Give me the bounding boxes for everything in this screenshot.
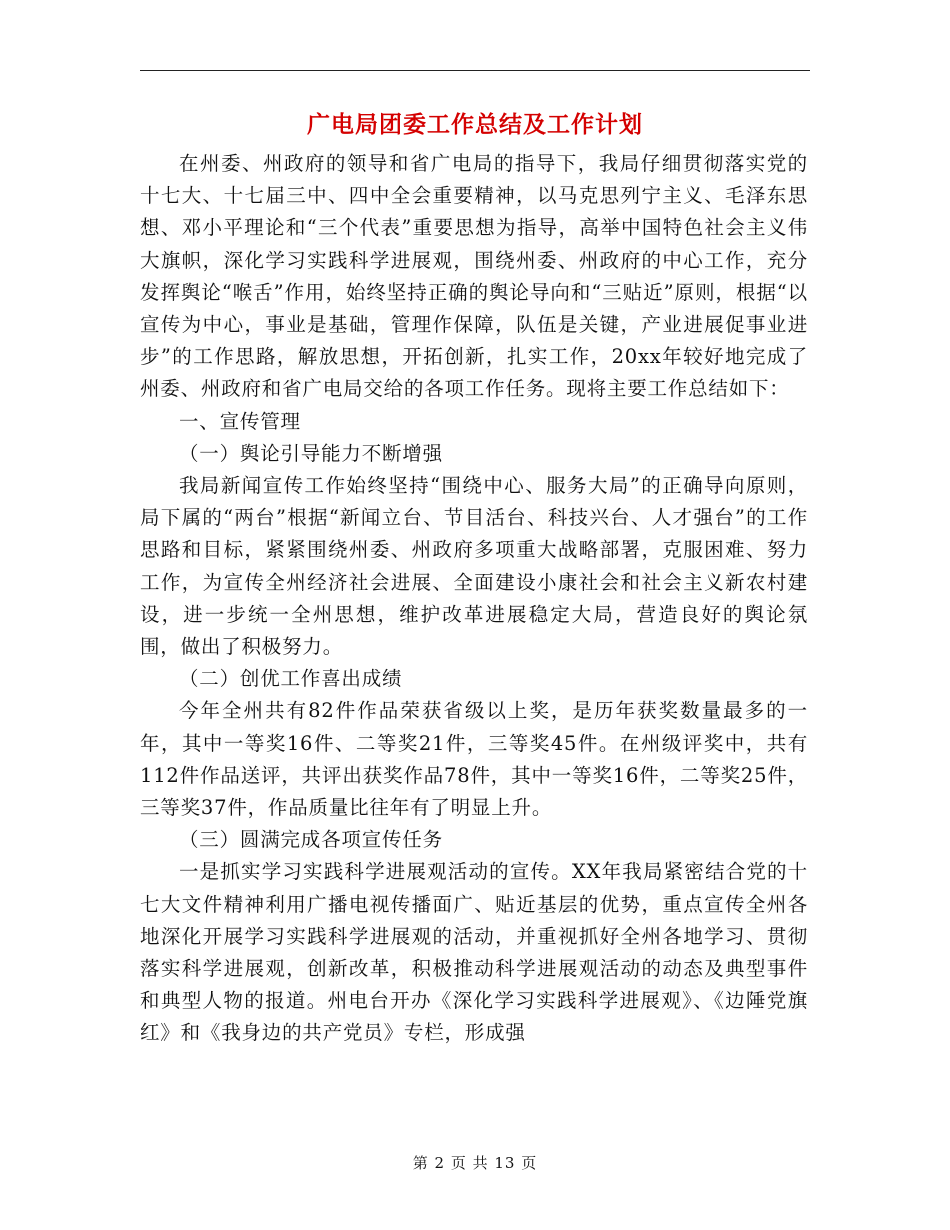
intro-paragraph: 在州委、州政府的领导和省广电局的指导下，我局仔细贯彻落实党的十七大、十七届三中、四中全会重要精神，以马克思列宁主义、毛泽东思想、邓小平理论和“三个代表”重要思想为指导，高举中国特色社会主义伟大旗帜，深化学习实践科学进展观，围绕州委、州政府的中心工作，充分发挥舆论“喉舌”作用，始终坚持正确的舆论导向和“三贴近”原则，根据“以宣传为中心，事业是基础，管理作保障，队伍是关键，产业进展促事业进步”的工作思路，解放思想，开拓创新，扎实工作，20xx年较好地完成了州委、州政府和省广电局交给的各项工作任务。现将主要工作总结如下： xyxy=(140,152,808,401)
subsection-heading-2: （二）创优工作喜出成绩 xyxy=(179,667,403,691)
document-body xyxy=(140,148,808,1050)
subsection-heading-1: （一）舆论引导能力不断增强 xyxy=(179,441,443,465)
section-heading-publicity: 一、宣传管理 xyxy=(179,409,301,433)
subsection-heading-3: （三）圆满完成各项宣传任务 xyxy=(179,828,443,852)
header-rule xyxy=(140,70,810,71)
paragraph-awards: 今年全州共有82件作品荣获省级以上奖，是历年获奖数量最多的一年，其中一等奖16件、二等奖21件，三等奖45件。在州级评奖中，共有112件作品送评，共评出获奖作品78件，其中一等奖16件，二等奖25件，三等奖37件，作品质量比往年有了明显上升。 xyxy=(140,699,808,820)
document-title: 广电局团委工作总结及工作计划 xyxy=(307,111,643,138)
paragraph-news-publicity: 我局新闻宣传工作始终坚持“围绕中心、服务大局”的正确导向原则，局下属的“两台”根据“新闻立台、节目活台、科技兴台、人才强台”的工作思路和目标，紧紧围绕州委、州政府多项重大战略部署，克服困难、努力工作，为宣传全州经济社会进展、全面建设小康社会和社会主义新农村建设，进一步统一全州思想，维护改革进展稳定大局，营造良好的舆论氛围，做出了积极努力。 xyxy=(140,474,808,659)
page-footer: 第 2 页 共 13 页 xyxy=(412,1154,538,1172)
paragraph-tasks: 一是抓实学习实践科学进展观活动的宣传。XX年我局紧密结合党的十七大文件精神利用广播电视传播面广、贴近基层的优势，重点宣传全州各地深化开展学习实践科学进展观的活动，并重视抓好全州各地学习、贯彻落实科学进展观，创新改革，积极推动科学进展观活动的动态及典型事件和典型人物的报道。州电台开办《深化学习实践科学进展观》、《边陲党旗红》和《我身边的共产党员》专栏，形成强 xyxy=(140,860,808,1045)
